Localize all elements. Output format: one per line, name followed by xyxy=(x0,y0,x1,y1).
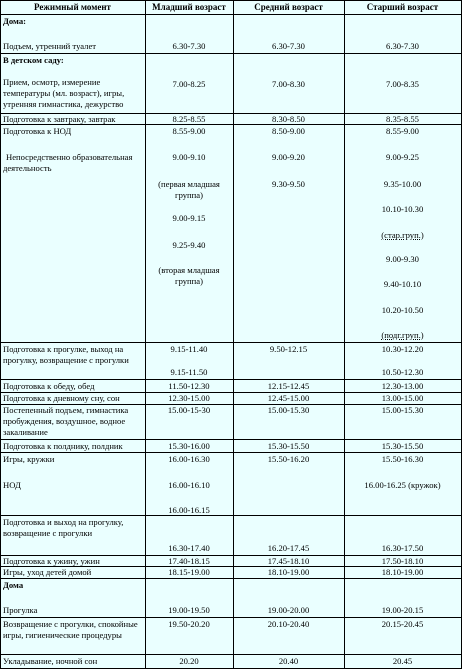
row-going-home-middle: 18.10-19.00 xyxy=(267,567,310,577)
nod-senior-time: 10.20-10.50 xyxy=(381,305,424,315)
row-snack-junior: 15.30-16.00 xyxy=(168,441,210,451)
row-line xyxy=(0,578,462,579)
row-walk1-junior: 9.15-11.40 xyxy=(170,344,208,354)
row-nod-prep-label: Подготовка к НОД xyxy=(3,126,72,136)
row-line xyxy=(0,0,462,1)
row-walk1-label: Подготовка к прогулке, выход на прогулку, возвращение с прогулки xyxy=(3,344,129,365)
row-games-nod-label: НОД xyxy=(3,480,21,490)
row-walk1-senior: 10.50-12.30 xyxy=(381,367,424,377)
row-wake-gradual-middle: 15.00-15.30 xyxy=(267,405,310,415)
row-reception-junior: 7.00-8.25 xyxy=(172,79,206,89)
row-line xyxy=(0,452,462,453)
row-line xyxy=(0,617,462,618)
row-dinner-middle: 17.45-18.10 xyxy=(267,556,310,566)
row-breakfast-senior: 8.35-8.55 xyxy=(386,114,419,124)
row-walk3-label: Прогулка xyxy=(3,605,38,615)
row-games-senior: 16.00-16.25 (кружок) xyxy=(364,480,441,490)
row-games-label: Игры, кружки xyxy=(3,454,55,464)
row-line xyxy=(0,439,462,440)
table-border-left xyxy=(0,0,1,669)
row-return-middle: 20.10-20.40 xyxy=(267,619,310,629)
row-going-home-junior: 18.15-19.00 xyxy=(168,567,210,577)
row-reception-label: Прием, осмотр, измерение температуры (мл. возраст), игры, утренняя гимнастика, дежурство xyxy=(3,77,125,109)
section-home: Дома: xyxy=(3,16,26,26)
row-breakfast-junior: 8.25-8.55 xyxy=(172,114,206,124)
nod-junior-group-note: (вторая младшая группа) xyxy=(158,265,220,286)
row-lunch-label: Подготовка к обеду, обед xyxy=(3,381,95,391)
row-going-home-senior: 18.10-19.00 xyxy=(381,567,424,577)
row-walk2-senior: 16.30-17.50 xyxy=(381,543,424,553)
row-dinner-label: Подготовка к ужину, ужин xyxy=(3,556,100,566)
row-wake-gradual-label: Постепенный подъем, гимнастика пробуждения, воздушное, водное закаливание xyxy=(3,405,129,437)
row-return-label: Возвращение с прогулки, спокойные игры, гигиенические процедуры xyxy=(3,619,138,640)
row-breakfast-label: Подготовка к завтраку, завтрак xyxy=(3,114,116,124)
row-dinner-senior: 17.50-18.10 xyxy=(381,556,424,566)
row-reception-middle: 7.00-8.30 xyxy=(272,79,305,89)
row-walk2-junior: 16.30-17.40 xyxy=(168,543,210,553)
row-wakeup-junior: 6.30-7.30 xyxy=(172,41,206,51)
row-dinner-junior: 17.40-18.15 xyxy=(168,556,210,566)
row-walk1-senior: 10.30-12.20 xyxy=(381,344,424,354)
row-snack-label: Подготовка к полднику, полдник xyxy=(3,441,123,451)
row-walk2-middle: 16.20-17.45 xyxy=(267,543,310,553)
nod-middle-time: 9.00-9.20 xyxy=(272,152,305,162)
nod-senior-time: 9.35-10.00 xyxy=(383,179,422,189)
row-wake-gradual-junior: 15.00-15-30 xyxy=(167,405,211,415)
row-return-senior: 20.15-20.45 xyxy=(381,619,424,629)
row-walk3-middle: 19.00-20.00 xyxy=(267,605,310,615)
section-home-evening: Дома xyxy=(3,580,24,590)
row-line xyxy=(0,14,462,15)
nod-senior-time: 9.00-9.30 xyxy=(386,254,419,264)
row-wakeup-middle: 6.30-7.30 xyxy=(272,41,305,51)
header-junior: Младший возраст xyxy=(152,2,226,12)
row-lunch-middle: 12.15-12.45 xyxy=(267,381,310,391)
row-wake-gradual-senior: 15.00-15.30 xyxy=(381,405,424,415)
nod-senior-group-note: (подг.груп.) xyxy=(381,330,424,340)
row-sleep-senior: 13.00-15.00 xyxy=(381,393,424,403)
row-bedtime-middle: 20.40 xyxy=(278,656,299,666)
row-games-junior: 16.00-16.15 xyxy=(168,505,210,515)
nod-senior-group-note: (стар.груп.) xyxy=(381,230,424,240)
nod-senior-time: 8.55-9.00 xyxy=(386,126,419,136)
nod-junior-time: 9.25-9.40 xyxy=(172,240,206,250)
row-line xyxy=(0,53,462,54)
row-bedtime-senior: 20.45 xyxy=(392,656,413,666)
row-lunch-senior: 12.30-13.00 xyxy=(381,381,424,391)
nod-junior-time: 8.55-9.00 xyxy=(172,126,206,136)
row-nod-label: Непосредственно образовательная деятельность xyxy=(3,152,133,173)
nod-junior-time: 9.00-9.10 xyxy=(172,152,206,162)
row-wakeup-senior: 6.30-7.30 xyxy=(386,41,419,51)
row-return-junior: 19.50-20.20 xyxy=(168,619,210,629)
header-middle: Средний возраст xyxy=(254,2,323,12)
row-going-home-label: Игры, уход детей домой xyxy=(3,567,92,577)
row-wakeup-label: Подъем, утренний туалет xyxy=(3,41,97,51)
nod-junior-group-note: (первая младшая группа) xyxy=(158,179,220,200)
row-snack-senior: 15.30-15.50 xyxy=(381,441,424,451)
row-breakfast-middle: 8.30-8.50 xyxy=(272,114,305,124)
header-regime: Режимный момент xyxy=(34,2,111,12)
row-sleep-middle: 12.45-15.00 xyxy=(267,393,310,403)
nod-middle-time: 9.30-9.50 xyxy=(272,179,305,189)
row-walk3-junior: 19.00-19.50 xyxy=(168,605,210,615)
row-games-junior: 16.00-16.10 xyxy=(168,480,210,490)
row-walk3-senior: 19.00-20.15 xyxy=(381,605,424,615)
row-games-middle: 15.50-16.20 xyxy=(267,454,310,464)
section-kindergarten: В детском саду: xyxy=(3,55,64,65)
row-sleep-junior: 12.30-15.00 xyxy=(168,393,210,403)
row-walk1-middle: 9.50-12.15 xyxy=(269,344,308,354)
nod-junior-time: 9.00-9.15 xyxy=(172,213,206,223)
nod-senior-time: 9.00-9.25 xyxy=(386,152,419,162)
row-line xyxy=(0,654,462,655)
row-games-junior: 16.00-16.30 xyxy=(168,454,210,464)
nod-senior-time: 10.10-10.30 xyxy=(381,204,424,214)
row-snack-middle: 15.30-15.50 xyxy=(267,441,310,451)
row-reception-senior: 7.00-8.35 xyxy=(386,79,419,89)
row-lunch-junior: 11.50-12.30 xyxy=(168,381,210,391)
row-games-senior: 15.50-16.30 xyxy=(381,454,424,464)
row-bedtime-label: Укладывание, ночной сон xyxy=(3,656,98,666)
nod-middle-time: 8.50-9.00 xyxy=(272,126,305,136)
row-bedtime-junior: 20.20 xyxy=(179,656,199,666)
row-line xyxy=(0,342,462,343)
nod-senior-time: 9.40-10.10 xyxy=(383,279,422,289)
row-line xyxy=(0,379,462,380)
row-walk2-label: Подготовка и выход на прогулку, возвращение с прогулки xyxy=(3,517,124,538)
header-senior: Старший возраст xyxy=(366,2,439,12)
row-sleep-label: Подготовка к дневному сну, сон xyxy=(3,393,120,403)
row-walk1-junior: 9.15-11.50 xyxy=(170,367,208,377)
